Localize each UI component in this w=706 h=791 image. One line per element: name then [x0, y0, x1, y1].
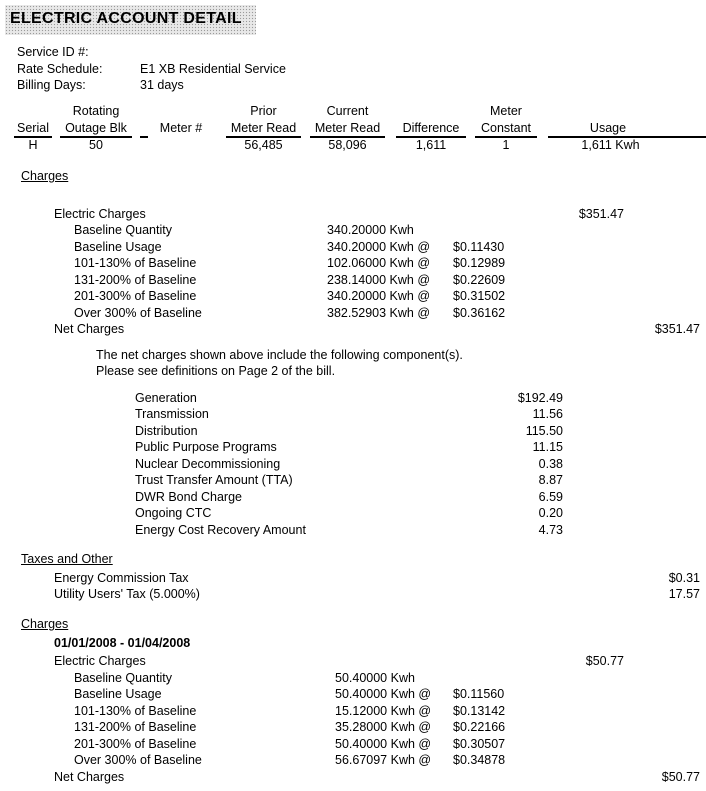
header-constant-top: Meter [490, 104, 522, 118]
line-label: 101-130% of Baseline [74, 704, 197, 718]
line-rate: $0.30507 [453, 737, 506, 751]
line-qty: 56.67097 Kwh @ [335, 753, 432, 767]
components-note-line2: Please see definitions on Page 2 of the bill. [96, 364, 336, 378]
tax-label: Utility Users' Tax (5.000%) [54, 587, 200, 601]
taxes-heading: Taxes and Other [21, 552, 113, 566]
line-label: Over 300% of Baseline [74, 753, 202, 767]
row-current: 58,096 [328, 138, 367, 152]
row-difference: 1,611 [415, 138, 447, 152]
header-meter: Meter # [159, 121, 203, 135]
component-label: Trust Transfer Amount (TTA) [135, 473, 293, 487]
billing-days-value: 31 days [140, 78, 184, 92]
tax-label: Energy Commission Tax [54, 571, 189, 585]
row-rotating: 50 [89, 138, 103, 152]
component-label: Energy Cost Recovery Amount [135, 523, 306, 537]
charges2-period: 01/01/2008 - 01/04/2008 [54, 636, 191, 650]
line-rate: $0.34878 [453, 753, 506, 767]
row-serial: H [28, 138, 38, 152]
component-label: Generation [135, 391, 197, 405]
line-rate: $0.11430 [453, 240, 505, 254]
component-amount: 8.87 [538, 473, 563, 487]
billing-days-label: Billing Days: [17, 78, 86, 92]
components-note-line1: The net charges shown above include the following component(s). [96, 348, 463, 362]
header-prior-top: Prior [250, 104, 277, 118]
tax-amount: $0.31 [668, 571, 700, 585]
header-rotating-top: Rotating [72, 104, 120, 118]
line-rate: $0.12989 [453, 256, 506, 270]
component-amount: 115.50 [525, 424, 563, 438]
net-charges-amount: $351.47 [654, 322, 700, 336]
line-rate: $0.22609 [453, 273, 506, 287]
line-rate: $0.13142 [453, 704, 506, 718]
component-amount: 0.38 [538, 457, 563, 471]
service-id-label: Service ID #: [17, 45, 89, 59]
rate-schedule-label: Rate Schedule: [17, 62, 103, 76]
line-label: Baseline Quantity [74, 671, 172, 685]
component-amount: 11.56 [532, 407, 563, 421]
rule-meter-lead [140, 136, 148, 138]
component-label: Nuclear Decommissioning [135, 457, 281, 471]
header-current-bottom: Meter Read [314, 121, 381, 135]
line-label: Over 300% of Baseline [74, 306, 202, 320]
line-rate: $0.31502 [453, 289, 506, 303]
header-rotating-bottom: Outage Blk [65, 121, 127, 135]
line-qty: 102.06000 Kwh @ [327, 256, 431, 270]
electric-charges-amount: $351.47 [578, 207, 624, 221]
line-rate: $0.36162 [453, 306, 506, 320]
line-label: 201-300% of Baseline [74, 289, 197, 303]
charges2-net-label: Net Charges [54, 770, 125, 784]
component-amount: 6.59 [538, 490, 563, 504]
charges2-electric-label: Electric Charges [54, 654, 146, 668]
component-label: Transmission [135, 407, 209, 421]
component-amount: 4.73 [538, 523, 563, 537]
charges2-electric-amount: $50.77 [585, 654, 624, 668]
line-label: Baseline Usage [74, 687, 162, 701]
charges2-net-amount: $50.77 [661, 770, 700, 784]
line-qty: 340.20000 Kwh @ [327, 289, 431, 303]
row-prior: 56,485 [244, 138, 283, 152]
line-qty: 50.40000 Kwh [335, 671, 415, 685]
line-qty: 382.52903 Kwh @ [327, 306, 431, 320]
header-serial: Serial [17, 121, 49, 135]
row-usage: 1,611 Kwh [581, 138, 640, 152]
line-label: Baseline Usage [74, 240, 162, 254]
header-usage: Usage [589, 121, 627, 135]
component-label: DWR Bond Charge [135, 490, 242, 504]
header-constant-bottom: Constant [480, 121, 532, 135]
page-title: ELECTRIC ACCOUNT DETAIL [10, 10, 242, 27]
row-constant: 1 [502, 138, 510, 152]
line-rate: $0.11560 [453, 687, 505, 701]
charges-heading: Charges [21, 169, 69, 183]
line-qty: 340.20000 Kwh [327, 223, 414, 237]
component-amount: $192.49 [517, 391, 563, 405]
line-rate: $0.22166 [453, 720, 506, 734]
line-label: Baseline Quantity [74, 223, 172, 237]
line-label: 201-300% of Baseline [74, 737, 197, 751]
line-qty: 35.28000 Kwh @ [335, 720, 432, 734]
line-qty: 50.40000 Kwh @ [335, 687, 432, 701]
line-qty: 238.14000 Kwh @ [327, 273, 431, 287]
net-charges-label: Net Charges [54, 322, 125, 336]
line-qty: 50.40000 Kwh @ [335, 737, 432, 751]
component-label: Distribution [135, 424, 198, 438]
line-label: 131-200% of Baseline [74, 720, 197, 734]
charges2-heading: Charges [21, 617, 69, 631]
rate-schedule-value: E1 XB Residential Service [140, 62, 286, 76]
line-label: 131-200% of Baseline [74, 273, 197, 287]
component-label: Public Purpose Programs [135, 440, 277, 454]
component-label: Ongoing CTC [135, 506, 212, 520]
electric-charges-label: Electric Charges [54, 207, 146, 221]
line-qty: 15.12000 Kwh @ [335, 704, 432, 718]
tax-amount: 17.57 [668, 587, 700, 601]
header-difference: Difference [402, 121, 460, 135]
header-current-top: Current [326, 104, 369, 118]
component-amount: 0.20 [538, 506, 563, 520]
component-amount: 11.15 [532, 440, 563, 454]
line-qty: 340.20000 Kwh @ [327, 240, 431, 254]
header-prior-bottom: Meter Read [230, 121, 297, 135]
line-label: 101-130% of Baseline [74, 256, 197, 270]
